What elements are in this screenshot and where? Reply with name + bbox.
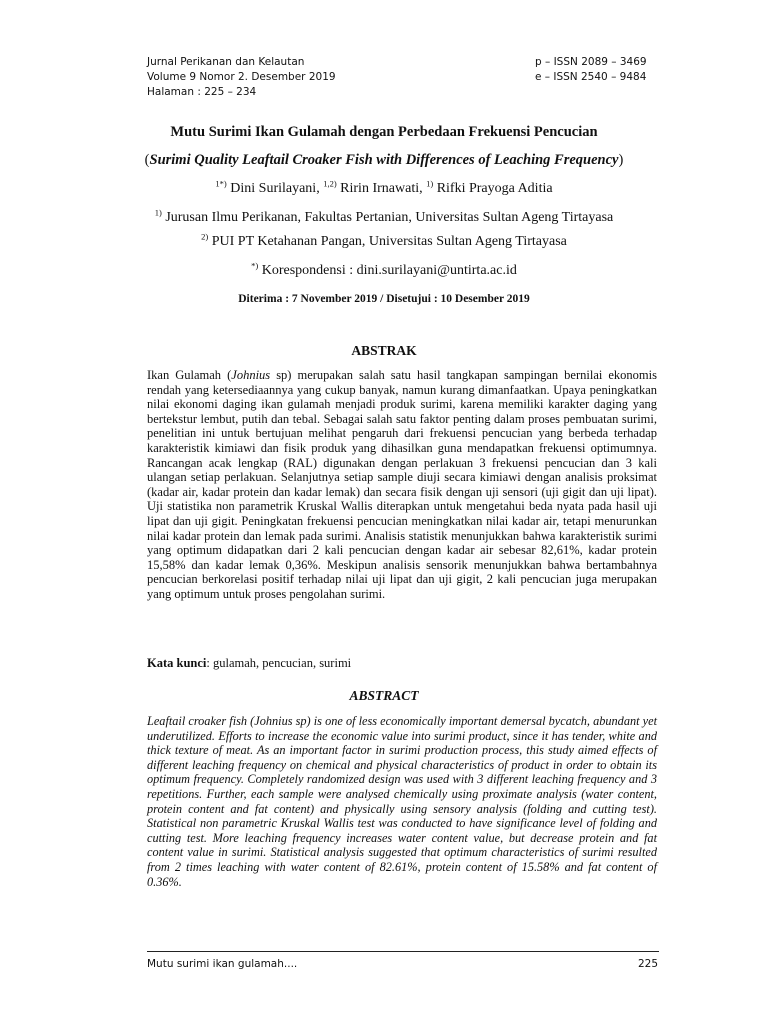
correspondence [100,260,668,279]
correspondence-text: Korespondensi : dini.surilayani@untirta.ac.id [258,263,517,278]
subtitle-open-paren: ( [144,152,150,168]
affiliation-2-text: PUI PT Ketahanan Pangan, Universitas Sultan Ageng Tirtayasa [208,234,567,249]
abstrak-heading: ABSTRAK [351,343,417,358]
abstrak-body [147,368,657,602]
header-journal-info [147,55,336,100]
subtitle-close-paren: ) [618,152,624,168]
affiliation-1 [100,207,668,226]
author-2-affiliation-mark: 1,2) [323,178,337,189]
abstrak-species: Johnius [231,368,271,382]
author-1-affiliation-mark: 1*) [215,178,227,189]
abstrak-lead: Ikan Gulamah ( [147,368,232,382]
submission-dates: Diterima : 7 November 2019 / Disetujui : 10 Desember 2019 [238,293,530,305]
author-list [100,178,668,197]
keywords [147,656,657,671]
e-issn: e – ISSN 2540 – 9484 [535,71,647,83]
journal-name: Jurnal Perikanan dan Kelautan [147,56,305,68]
header-issn-info [535,55,659,85]
abstrak-text: sp) merupakan salah satu hasil tangkapan sampingan bernilai ekonomis rendah yang ketersediaannya yang cukup banyak, namun kurang dimanfaatkan. Upaya peningkatkan nilai ekonomi daging ikan gulamah menjadi produk surimi, karena memiliki karakter daging yang bertekstur lembut, putih dan tebal. Sebagai salah satu faktor penting dalam proses pembuatan surimi, penelitian ini untuk bertujuan melihat pengaruh dari frekuensi pencucian yang berbeda terhadap karakteristik kimiawi dan fisik produk yang dihasilkan guna mendapatkan frekuensi optimumnya. Rancangan acak lengkap (RAL) digunakan dengan perlakuan 3 frekuensi pencucian dan 3 kali ulangan setiap perlakuan. Selanjutnya setiap sample diuji secara kimiawi dengan analisis proksimat (kadar air, kadar protein dan kadar lemak) dan secara fisik dengan uji sensori (uji gigit dan uji lipat). Uji statistika non parametrik Kruskal Wallis diterapkan untuk mengetahui beda nyata pada hasil uji lipat dan uji gigit. Peningkatan frekuensi pencucian meningkatkan nilai kadar air, tetapi menurunkan nilai kadar protein dan lemak pada surimi. Analisis statistik menunjukkan bahwa karakteristik surimi yang optimum didapatkan dari 2 kali pencucian dengan kadar air sebesar 82,61%, kadar protein 15,58% dan kadar lemak 0,36%. Meskipun analisis sensorik menunjukkan bahwa bertambahnya pencucian berkorelasi positif terhadap nilai uji lipat dan uji gigit, 2 kali pencucian juga merupakan yang optimum untuk proses pengolahan surimi. [147,368,657,601]
author-3-affiliation-mark: 1) [426,178,434,189]
author-3-name: Rifki Prayoga Aditia [433,181,553,196]
abstract-heading: ABSTRACT [349,688,419,703]
affiliation-2 [100,231,668,250]
journal-volume: Volume 9 Nomor 2. Desember 2019 [147,71,336,83]
running-title: Mutu surimi ikan gulamah.... [147,958,298,970]
journal-pages: Halaman : 225 – 234 [147,86,257,98]
author-1-name: Dini Surilayani, [226,181,324,196]
author-2-name: Ririn Irnawati, [336,181,427,196]
abstract-body: Leaftail croaker fish (Johnius sp) is one of less economically important demersal bycatch, abundant yet underutilized. Efforts to increase the economic value into surimi product, since it has tender, white and thick texture of meat. As an important factor in surimi production process, this study aimed effects of different leaching frequency on chemical and physical characteristics of product in order to obtain its optimum frequency. Completely randomized design was used with 3 different leaching frequency and 3 repetitions. Further, each sample were analysed chemically using proximate analysis (water content, protein content and fat content) and physically using sensory analysis (folding and cutting test). Statistical non parametric Kruskal Wallis test was conducted to have significance level of folding and cutting test. More leaching frequency increases water content value, but decrease protein and fat content value in surimi. Statistical analysis suggested that optimum characteristics of surimi resulted from 2 times leaching with water content of 82.61%, protein content of 15.58% and fat content of 0.36%. [147,714,657,889]
affiliation-2-mark: 2) [201,231,209,242]
correspondence-mark: *) [251,260,259,271]
page-number: 225 [637,958,658,970]
affiliation-1-mark: 1) [154,207,162,218]
p-issn: p – ISSN 2089 – 3469 [535,56,647,68]
footer-divider [147,951,659,952]
affiliation-1-text: Jurusan Ilmu Perikanan, Fakultas Pertanian, Universitas Sultan Ageng Tirtayasa [161,210,614,225]
keywords-label: Kata kunci [147,656,207,670]
subtitle-text: Surimi Quality Leaftail Croaker Fish with Differences of Leaching Frequency [149,152,619,168]
paper-title: Mutu Surimi Ikan Gulamah dengan Perbedaan Frekuensi Pencucian [170,124,598,140]
paper-subtitle [90,152,678,169]
keywords-text: : gulamah, pencucian, surimi [206,656,352,670]
